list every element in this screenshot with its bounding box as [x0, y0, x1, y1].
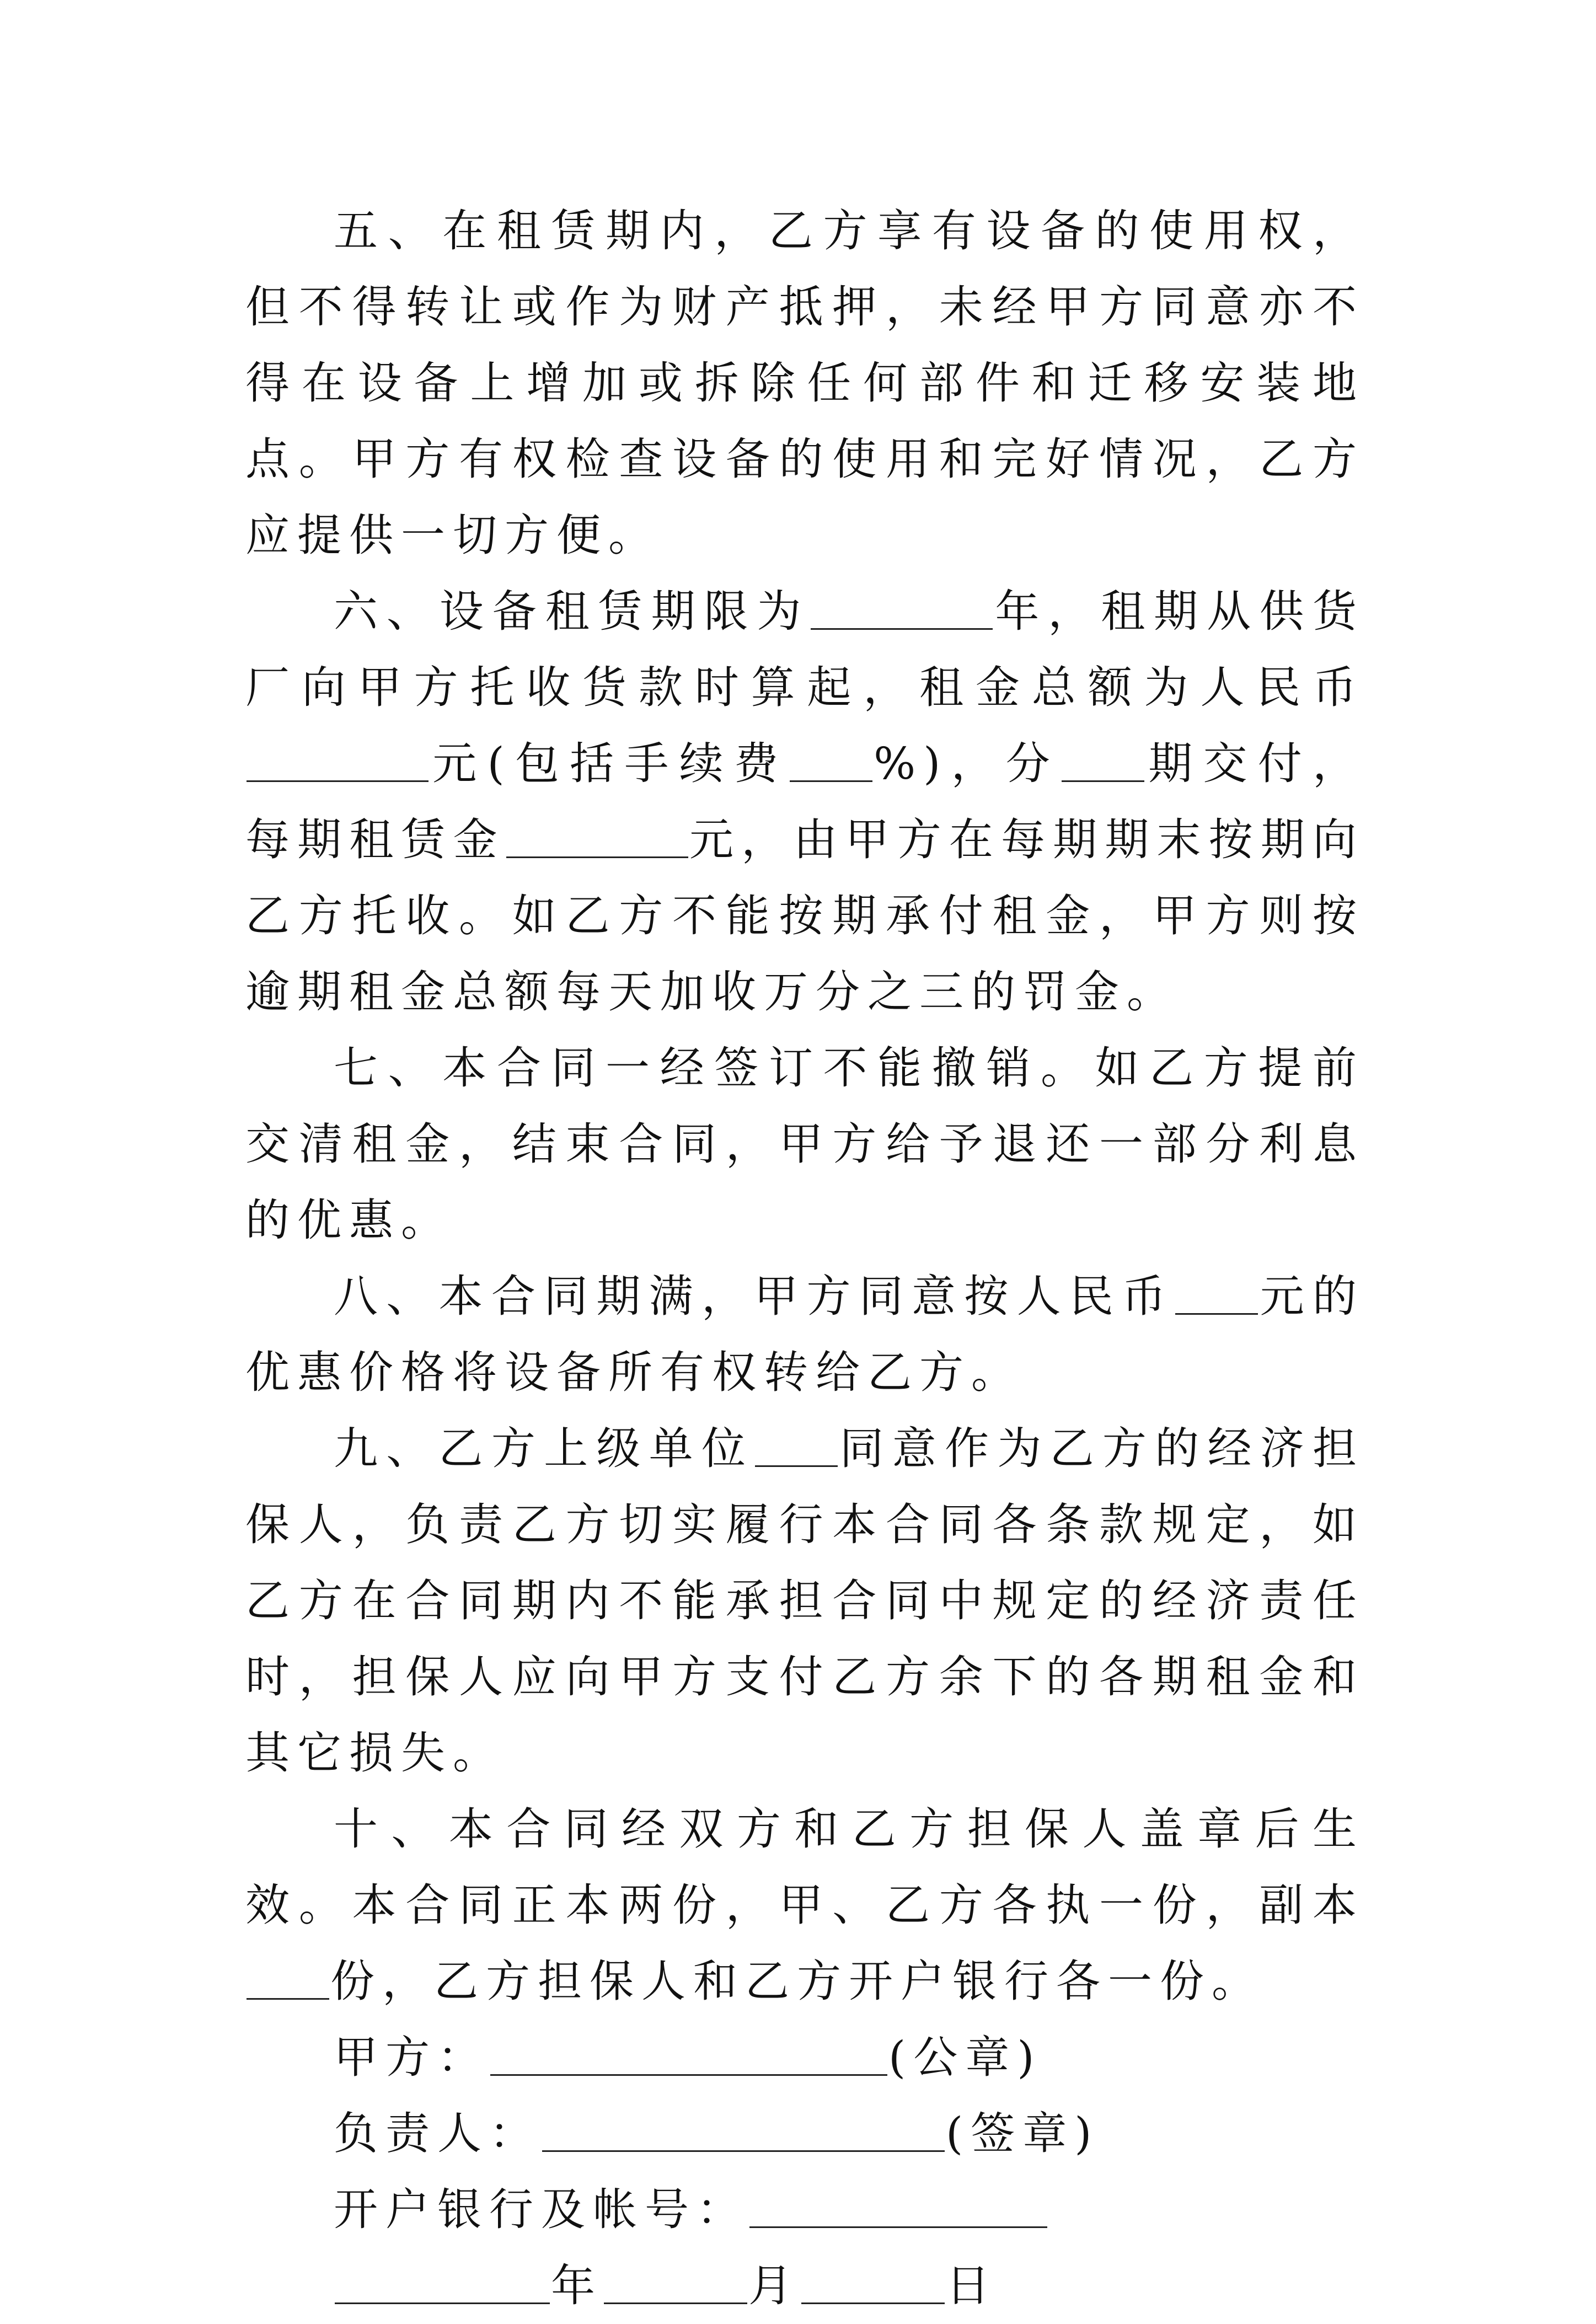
date-line [334, 2248, 1364, 2324]
installment-amount-blank[interactable] [506, 812, 688, 858]
clause-10 [245, 1791, 1364, 2020]
clause-8-text-a: 八、本合同期满，甲方同意按人民币 [334, 1271, 1175, 1322]
clause-6-text-b: 年，租期从供货厂向甲方托收货款时算起，租金总额为人民币 [245, 586, 1364, 713]
clause-9 [245, 1411, 1364, 1791]
year-blank[interactable] [335, 2258, 550, 2304]
clause-10-text-b: 份，乙方担保人和乙方开户银行各一份。 [330, 1956, 1263, 2007]
rent-total-blank[interactable] [247, 736, 429, 782]
clause-7-text: 七、本合同一经签订不能撤销。如乙方提前交清租金，结束合同，甲方给予退还一部分利息的优惠。 [245, 1042, 1364, 1246]
person-in-charge-line [334, 2096, 1364, 2172]
clause-8 [245, 1259, 1364, 1411]
clause-10-text-a: 十、本合同经双方和乙方担保人盖章后生效。本合同正本两份，甲、乙方各执一份，副本 [245, 1803, 1364, 1931]
guarantor-unit-blank[interactable] [755, 1421, 838, 1467]
person-in-charge-seal: (签章) [946, 2108, 1100, 2159]
transfer-price-blank[interactable] [1175, 1269, 1258, 1315]
clause-5-text: 五、在租赁期内，乙方享有设备的使用权，但不得转让或作为财产抵押，未经甲方同意亦不得在设备上增加或拆除任何部件和迁移安装地点。甲方有权检查设备的使用和完好情况，乙方应提供一切方便。 [245, 205, 1364, 561]
day-blank[interactable] [801, 2258, 945, 2304]
party-a-line [334, 2020, 1364, 2096]
clause-6-text-f: 元，由甲方在每期期末按期向乙方托收。如乙方不能按期承付租金，甲方则按逾期租金总额每天加收万分之三的罚金。 [245, 814, 1365, 1018]
month-label: 月 [748, 2260, 800, 2311]
party-a-seal: (公章) [888, 2032, 1042, 2083]
clause-9-text-a: 九、乙方上级单位 [334, 1423, 754, 1474]
clause-6-text-a: 六、设备租赁期限为 [334, 586, 810, 637]
month-blank[interactable] [604, 2258, 747, 2304]
bank-account-blank[interactable] [749, 2182, 1047, 2228]
clause-6-text-d: %)，分 [874, 738, 1061, 789]
year-label: 年 [551, 2260, 603, 2311]
bank-account-label: 开户银行及帐号： [334, 2184, 748, 2235]
clause-9-text-b: 同意作为乙方的经济担保人，负责乙方切实履行本合同各条款规定，如乙方在合同期内不能承担合同中规定的经济责任时，担保人应向甲方支付乙方余下的各期租金和其它损失。 [245, 1423, 1365, 1779]
clause-6-text-e: 期交付，每期租赁金 [245, 738, 1364, 865]
clause-7 [245, 1030, 1364, 1259]
fee-percent-blank[interactable] [790, 736, 872, 782]
party-a-blank[interactable] [490, 2030, 887, 2076]
copies-blank[interactable] [247, 1954, 329, 2000]
day-label: 日 [946, 2260, 998, 2311]
lease-term-blank[interactable] [811, 584, 993, 630]
clause-5 [245, 193, 1364, 574]
clause-8-text-b: 元的优惠价格将设备所有权转给乙方。 [245, 1271, 1365, 1398]
installments-blank[interactable] [1062, 736, 1144, 782]
bank-account-line [334, 2172, 1364, 2248]
person-in-charge-label: 负责人： [334, 2108, 541, 2159]
signature-block [245, 2020, 1364, 2324]
person-in-charge-blank[interactable] [542, 2106, 945, 2152]
party-a-label: 甲方： [334, 2032, 489, 2083]
clause-6-text-c: 元(包括手续费 [430, 738, 789, 789]
clause-6 [245, 574, 1364, 1030]
